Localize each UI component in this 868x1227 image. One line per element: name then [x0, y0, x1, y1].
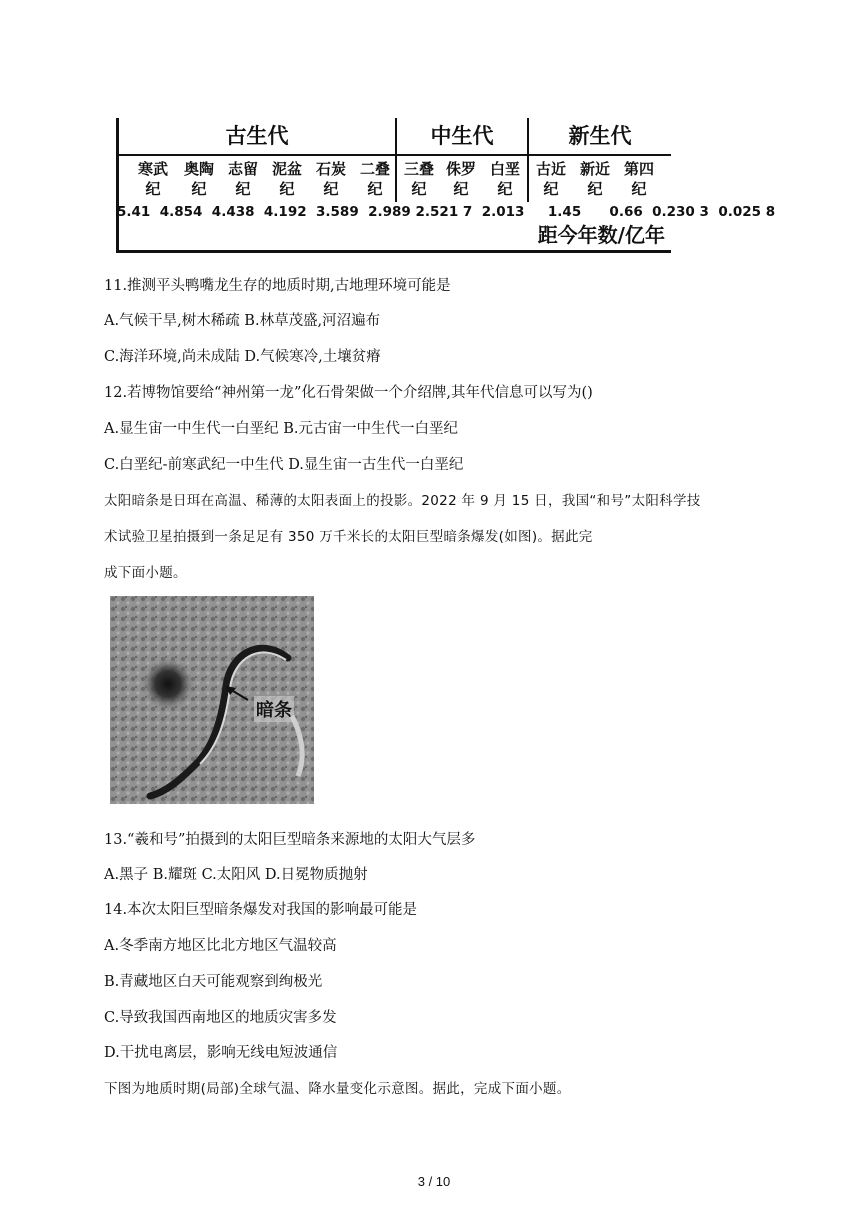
- period-devonian: 泥盆 纪: [271, 160, 302, 198]
- q12-options-cd: C.白垩纪-前寒武纪一中生代 D.显生宙一古生代一白垩纪: [104, 457, 464, 473]
- period-cambrian: 寒武 纪: [137, 160, 168, 198]
- age-unit-label: 距今年数/亿年: [537, 223, 665, 247]
- intro-line-3: 成下面小题。: [104, 565, 187, 581]
- era-cenozoic: 新生代: [568, 124, 632, 148]
- q13-stem: 13.“羲和号”拍摄到的太阳巨型暗条来源地的太阳大气层多: [104, 832, 476, 848]
- period-paleogene: 古近 纪: [535, 160, 566, 198]
- q11-options-cd: C.海洋环境,尚未成陆 D.气候寒冷,土壤贫瘠: [104, 349, 381, 365]
- period-carboniferous: 石炭 纪: [315, 160, 346, 198]
- period-triassic: 三叠 纪: [403, 160, 434, 198]
- era-divider: [395, 118, 397, 202]
- period-jurassic: 侏罗 纪: [445, 160, 476, 198]
- page-number: 3 / 10: [417, 1174, 451, 1189]
- solar-filament-photo: [110, 596, 314, 804]
- period-ordovician: 奥陶 纪: [183, 160, 214, 198]
- era-divider: [527, 118, 529, 202]
- q12-options-ab: A.显生宙一中生代一白垩纪 B.元古宙一中生代一白垩纪: [104, 421, 458, 437]
- q14-option-d: D.干扰电离层，影响无线电短波通信: [104, 1045, 338, 1061]
- period-boundary-ages: 5.41 4.854 4.438 4.192 3.589 2.989 2.521 7 2.013 1.45 0.66 0.230 3 0.025 8: [117, 204, 776, 220]
- q11-options-ab: A.气候干旱,树木稀疏 B.林草茂盛,河沼遍布: [104, 313, 381, 329]
- period-neogene: 新近 纪: [579, 160, 610, 198]
- q13-options: A.黑子 B.耀斑 C.太阳风 D.日冕物质抛射: [104, 867, 368, 883]
- next-intro: 下图为地质时期(局部)全球气温、降水量变化示意图。据此，完成下面小题。: [104, 1081, 571, 1097]
- q14-option-b: B.青藏地区白天可能观察到绚极光: [104, 974, 323, 990]
- filament-label: 暗条: [254, 696, 294, 722]
- q14-option-a: A.冬季南方地区比北方地区气温较高: [104, 938, 337, 954]
- intro-line-2: 术试验卫星拍摄到一条足足有 350 万千米长的太阳巨型暗条爆发(如图)。据此完: [104, 529, 593, 545]
- q11-stem: 11.推测平头鸭嘴龙生存的地质时期,古地理环境可能是: [104, 278, 451, 294]
- era-paleozoic: 古生代: [225, 124, 289, 148]
- q12-stem: 12.若博物馆要给“神州第一龙”化石骨架做一个介绍牌,其年代信息可以写为(): [104, 385, 593, 401]
- intro-line-1: 太阳暗条是日珥在高温、稀薄的太阳表面上的投影。2022 年 9 月 15 日，我国“和号”太阳科学技: [104, 493, 701, 509]
- period-permian: 二叠 纪: [359, 160, 390, 198]
- era-mesozoic: 中生代: [430, 124, 494, 148]
- period-quaternary: 第四 纪: [623, 160, 654, 198]
- q14-stem: 14.本次太阳巨型暗条爆发对我国的影响最可能是: [104, 902, 418, 918]
- period-silurian: 志留 纪: [227, 160, 258, 198]
- period-cretaceous: 白垩 纪: [489, 160, 520, 198]
- q14-option-c: C.导致我国西南地区的地质灾害多发: [104, 1010, 337, 1026]
- geologic-timescale-table: [116, 118, 776, 253]
